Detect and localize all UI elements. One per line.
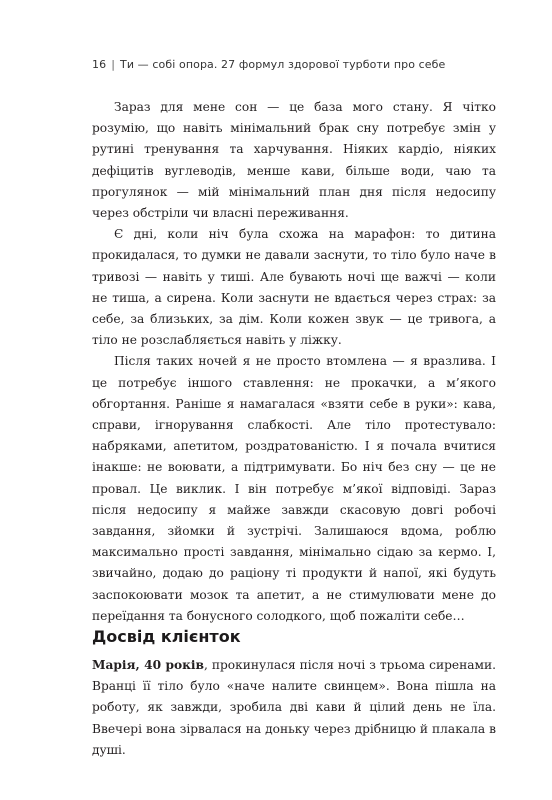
client-case	[92, 655, 496, 761]
section-heading: Досвід клієнток	[92, 627, 241, 646]
case-paragraph	[92, 655, 496, 761]
book-title: Ти — собі опора. 27 формул здорової турботи про себе	[120, 58, 446, 71]
case-lead: Марія, 40 років	[92, 658, 204, 672]
paragraph: Зараз для мене сон — це база мого стану. Я чітко розумію, що навіть мінімальний брак сну потребує змін у рутині тренування та харчування. Ніяких кардіо, ніяких дефіцитів вуглеводів, менше кави, більше води, чаю та прогулянок — мій мінімальний план дня після недосипу через обстріли чи власні переживання.	[92, 100, 496, 221]
main-text	[92, 97, 496, 627]
paragraph: Є дні, коли ніч була схожа на марафон: то дитина прокидалася, то думки не давали заснути, то тіло було наче в тривозі — навіть у тиші. Але бувають ночі ще важчі — коли не тиша, а сирена. Коли заснути не вдається через страх: за себе, за близьких, за дім. Коли кожен звук — це тривога, а тіло не розслабляється навіть у ліжку.	[92, 227, 496, 348]
header-separator: |	[111, 58, 116, 71]
case-text: , прокинулася після ночі з трьома сиренами. Вранці її тіло було «наче налите свинцем». Вона пішла на роботу, як завжди, зробила дві кави й цілий день не їла. Ввечері вона зірвалася на доньку через дрібницю й плакала в душі.	[92, 658, 496, 757]
paragraph: Після таких ночей я не просто втомлена — я вразлива. І це потребує іншого ставлення: не прокачки, а м’якого обгортання. Раніше я намагалася «взяти себе в руки»: кава, справи, ігнорування слабкості. Але тіло протестувало: набряками, апетитом, роздратованістю. І я почала вчитися інакше: не воювати, а підтримувати. Бо ніч без сну — це не провал. Це виклик. І він потребує м’якої відповіді. Зараз після недосипу я майже завжди скасовую довгі робочі завдання, зйомки й зустрічі. Залишаюся вдома, роблю максимально прості завдання, мінімально сідаю за кермо. І, звичайно, додаю до раціону ті продукти й напої, які будуть заспокоювати мозок та апетит, а не стимулювати мене до переїдання та бонусного солодкого, щоб пожаліти себе…	[92, 354, 496, 623]
page-number: 16	[92, 58, 107, 71]
running-header	[92, 58, 492, 71]
